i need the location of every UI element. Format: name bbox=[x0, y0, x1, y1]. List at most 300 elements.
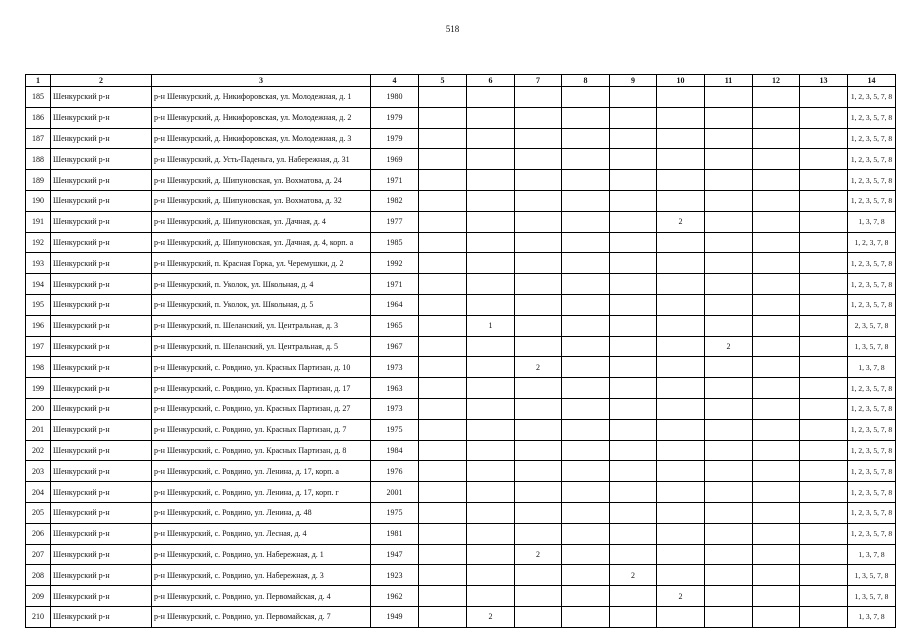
cell-col-13 bbox=[800, 294, 848, 315]
table-row bbox=[26, 336, 896, 357]
cell-col-1: 198 bbox=[26, 357, 51, 378]
cell-col-7 bbox=[515, 606, 562, 627]
cell-col-12 bbox=[753, 149, 800, 170]
cell-col-7 bbox=[515, 315, 562, 336]
cell-col-2: Шенкурский р-н bbox=[51, 419, 152, 440]
cell-col-5 bbox=[419, 190, 467, 211]
cell-col-11 bbox=[705, 586, 753, 607]
cell-col-5 bbox=[419, 128, 467, 149]
cell-col-1: 206 bbox=[26, 523, 51, 544]
cell-col-2: Шенкурский р-н bbox=[51, 544, 152, 565]
cell-col-6 bbox=[467, 87, 515, 108]
cell-col-1: 190 bbox=[26, 190, 51, 211]
cell-col-11 bbox=[705, 502, 753, 523]
column-header-11: 11 bbox=[705, 75, 753, 87]
cell-col-8 bbox=[562, 87, 610, 108]
cell-col-13 bbox=[800, 398, 848, 419]
cell-col-11 bbox=[705, 482, 753, 503]
cell-col-10 bbox=[657, 419, 705, 440]
cell-col-3: р-н Шенкурский, д. Никифоровская, ул. Молодежная, д. 1 bbox=[152, 87, 371, 108]
cell-col-1: 205 bbox=[26, 502, 51, 523]
cell-col-6 bbox=[467, 565, 515, 586]
cell-col-5 bbox=[419, 502, 467, 523]
cell-col-9 bbox=[610, 211, 657, 232]
cell-col-14: 1, 2, 3, 5, 7, 8 bbox=[848, 419, 896, 440]
cell-col-11 bbox=[705, 211, 753, 232]
cell-col-4: 1973 bbox=[371, 357, 419, 378]
cell-col-8 bbox=[562, 523, 610, 544]
cell-col-9 bbox=[610, 606, 657, 627]
cell-col-6 bbox=[467, 253, 515, 274]
cell-col-2: Шенкурский р-н bbox=[51, 128, 152, 149]
cell-col-1: 194 bbox=[26, 274, 51, 295]
column-header-14: 14 bbox=[848, 75, 896, 87]
cell-col-1: 197 bbox=[26, 336, 51, 357]
cell-col-3: р-н Шенкурский, п. Шеланский, ул. Центральная, д. 3 bbox=[152, 315, 371, 336]
table-row bbox=[26, 586, 896, 607]
cell-col-9 bbox=[610, 544, 657, 565]
cell-col-4: 1979 bbox=[371, 107, 419, 128]
cell-col-6 bbox=[467, 170, 515, 191]
cell-col-7 bbox=[515, 128, 562, 149]
cell-col-2: Шенкурский р-н bbox=[51, 440, 152, 461]
cell-col-3: р-н Шенкурский, д. Усть-Паденьга, ул. Набережная, д. 31 bbox=[152, 149, 371, 170]
cell-col-2: Шенкурский р-н bbox=[51, 378, 152, 399]
cell-col-5 bbox=[419, 107, 467, 128]
cell-col-12 bbox=[753, 107, 800, 128]
cell-col-4: 1973 bbox=[371, 398, 419, 419]
cell-col-5 bbox=[419, 378, 467, 399]
cell-col-12 bbox=[753, 211, 800, 232]
cell-col-5 bbox=[419, 294, 467, 315]
cell-col-9 bbox=[610, 107, 657, 128]
cell-col-3: р-н Шенкурский, с. Ровдино, ул. Первомайская, д. 7 bbox=[152, 606, 371, 627]
cell-col-3: р-н Шенкурский, с. Ровдино, ул. Ленина, д. 17, корп. а bbox=[152, 461, 371, 482]
cell-col-3: р-н Шенкурский, с. Ровдино, ул. Ленина, д. 17, корп. г bbox=[152, 482, 371, 503]
cell-col-14: 1, 2, 3, 5, 7, 8 bbox=[848, 378, 896, 399]
cell-col-11 bbox=[705, 419, 753, 440]
cell-col-11 bbox=[705, 107, 753, 128]
cell-col-9 bbox=[610, 170, 657, 191]
cell-col-5 bbox=[419, 211, 467, 232]
cell-col-12 bbox=[753, 523, 800, 544]
cell-col-13 bbox=[800, 128, 848, 149]
cell-col-2: Шенкурский р-н bbox=[51, 565, 152, 586]
cell-col-1: 187 bbox=[26, 128, 51, 149]
cell-col-13 bbox=[800, 190, 848, 211]
table-row bbox=[26, 544, 896, 565]
cell-col-4: 1975 bbox=[371, 502, 419, 523]
cell-col-6 bbox=[467, 149, 515, 170]
cell-col-6 bbox=[467, 440, 515, 461]
cell-col-12 bbox=[753, 170, 800, 191]
cell-col-13 bbox=[800, 440, 848, 461]
cell-col-4: 1979 bbox=[371, 128, 419, 149]
cell-col-8 bbox=[562, 565, 610, 586]
cell-col-3: р-н Шенкурский, с. Ровдино, ул. Красных Партизан, д. 8 bbox=[152, 440, 371, 461]
cell-col-6: 1 bbox=[467, 315, 515, 336]
cell-col-4: 1967 bbox=[371, 336, 419, 357]
cell-col-10 bbox=[657, 87, 705, 108]
cell-col-6 bbox=[467, 232, 515, 253]
cell-col-5 bbox=[419, 586, 467, 607]
cell-col-9 bbox=[610, 87, 657, 108]
cell-col-14: 1, 2, 3, 5, 7, 8 bbox=[848, 149, 896, 170]
cell-col-1: 185 bbox=[26, 87, 51, 108]
cell-col-1: 186 bbox=[26, 107, 51, 128]
cell-col-11 bbox=[705, 294, 753, 315]
cell-col-6 bbox=[467, 523, 515, 544]
table-row bbox=[26, 482, 896, 503]
cell-col-5 bbox=[419, 461, 467, 482]
cell-col-11 bbox=[705, 565, 753, 586]
cell-col-8 bbox=[562, 502, 610, 523]
cell-col-1: 203 bbox=[26, 461, 51, 482]
cell-col-14: 1, 2, 3, 5, 7, 8 bbox=[848, 128, 896, 149]
table-row bbox=[26, 523, 896, 544]
cell-col-8 bbox=[562, 398, 610, 419]
cell-col-11 bbox=[705, 128, 753, 149]
cell-col-9 bbox=[610, 336, 657, 357]
column-header-6: 6 bbox=[467, 75, 515, 87]
cell-col-7 bbox=[515, 190, 562, 211]
cell-col-11 bbox=[705, 190, 753, 211]
cell-col-12 bbox=[753, 128, 800, 149]
cell-col-1: 200 bbox=[26, 398, 51, 419]
cell-col-13 bbox=[800, 523, 848, 544]
table-row bbox=[26, 440, 896, 461]
cell-col-10 bbox=[657, 253, 705, 274]
cell-col-8 bbox=[562, 294, 610, 315]
cell-col-14: 2, 3, 5, 7, 8 bbox=[848, 315, 896, 336]
cell-col-11 bbox=[705, 544, 753, 565]
cell-col-6: 2 bbox=[467, 606, 515, 627]
cell-col-12 bbox=[753, 482, 800, 503]
cell-col-2: Шенкурский р-н bbox=[51, 149, 152, 170]
cell-col-2: Шенкурский р-н bbox=[51, 398, 152, 419]
cell-col-5 bbox=[419, 253, 467, 274]
cell-col-11 bbox=[705, 440, 753, 461]
cell-col-7 bbox=[515, 523, 562, 544]
cell-col-13 bbox=[800, 419, 848, 440]
cell-col-14: 1, 2, 3, 5, 7, 8 bbox=[848, 440, 896, 461]
cell-col-13 bbox=[800, 565, 848, 586]
cell-col-1: 189 bbox=[26, 170, 51, 191]
cell-col-9 bbox=[610, 523, 657, 544]
cell-col-13 bbox=[800, 170, 848, 191]
cell-col-9 bbox=[610, 315, 657, 336]
cell-col-12 bbox=[753, 606, 800, 627]
cell-col-8 bbox=[562, 606, 610, 627]
cell-col-1: 207 bbox=[26, 544, 51, 565]
cell-col-14: 1, 2, 3, 5, 7, 8 bbox=[848, 523, 896, 544]
cell-col-5 bbox=[419, 232, 467, 253]
cell-col-7: 2 bbox=[515, 357, 562, 378]
cell-col-12 bbox=[753, 565, 800, 586]
cell-col-11 bbox=[705, 87, 753, 108]
cell-col-10: 2 bbox=[657, 586, 705, 607]
column-header-7: 7 bbox=[515, 75, 562, 87]
cell-col-9 bbox=[610, 586, 657, 607]
cell-col-9: 2 bbox=[610, 565, 657, 586]
cell-col-7 bbox=[515, 87, 562, 108]
cell-col-2: Шенкурский р-н bbox=[51, 336, 152, 357]
cell-col-10 bbox=[657, 357, 705, 378]
table-row bbox=[26, 253, 896, 274]
cell-col-6 bbox=[467, 336, 515, 357]
cell-col-4: 1971 bbox=[371, 274, 419, 295]
table-row bbox=[26, 107, 896, 128]
cell-col-13 bbox=[800, 586, 848, 607]
cell-col-8 bbox=[562, 357, 610, 378]
cell-col-14: 1, 2, 3, 5, 7, 8 bbox=[848, 502, 896, 523]
cell-col-6 bbox=[467, 586, 515, 607]
cell-col-10 bbox=[657, 378, 705, 399]
cell-col-14: 1, 3, 5, 7, 8 bbox=[848, 336, 896, 357]
cell-col-11: 2 bbox=[705, 336, 753, 357]
cell-col-5 bbox=[419, 544, 467, 565]
cell-col-3: р-н Шенкурский, с. Ровдино, ул. Лесная, д. 4 bbox=[152, 523, 371, 544]
cell-col-1: 191 bbox=[26, 211, 51, 232]
cell-col-10 bbox=[657, 502, 705, 523]
cell-col-1: 195 bbox=[26, 294, 51, 315]
cell-col-5 bbox=[419, 336, 467, 357]
cell-col-5 bbox=[419, 565, 467, 586]
column-header-13: 13 bbox=[800, 75, 848, 87]
cell-col-3: р-н Шенкурский, п. Шеланский, ул. Центральная, д. 5 bbox=[152, 336, 371, 357]
cell-col-4: 1963 bbox=[371, 378, 419, 399]
cell-col-8 bbox=[562, 336, 610, 357]
cell-col-5 bbox=[419, 274, 467, 295]
cell-col-10 bbox=[657, 274, 705, 295]
column-header-10: 10 bbox=[657, 75, 705, 87]
cell-col-14: 1, 2, 3, 5, 7, 8 bbox=[848, 294, 896, 315]
cell-col-7: 2 bbox=[515, 544, 562, 565]
cell-col-7 bbox=[515, 232, 562, 253]
cell-col-12 bbox=[753, 461, 800, 482]
cell-col-13 bbox=[800, 357, 848, 378]
cell-col-8 bbox=[562, 274, 610, 295]
table-row bbox=[26, 565, 896, 586]
cell-col-3: р-н Шенкурский, д. Никифоровская, ул. Молодежная, д. 3 bbox=[152, 128, 371, 149]
cell-col-8 bbox=[562, 170, 610, 191]
cell-col-8 bbox=[562, 211, 610, 232]
cell-col-5 bbox=[419, 87, 467, 108]
cell-col-8 bbox=[562, 190, 610, 211]
cell-col-8 bbox=[562, 378, 610, 399]
cell-col-12 bbox=[753, 398, 800, 419]
cell-col-12 bbox=[753, 315, 800, 336]
cell-col-14: 1, 2, 3, 5, 7, 8 bbox=[848, 87, 896, 108]
cell-col-8 bbox=[562, 586, 610, 607]
cell-col-10 bbox=[657, 149, 705, 170]
cell-col-6 bbox=[467, 294, 515, 315]
cell-col-12 bbox=[753, 232, 800, 253]
cell-col-4: 1982 bbox=[371, 190, 419, 211]
cell-col-14: 1, 3, 5, 7, 8 bbox=[848, 586, 896, 607]
cell-col-14: 1, 2, 3, 5, 7, 8 bbox=[848, 190, 896, 211]
cell-col-10 bbox=[657, 440, 705, 461]
cell-col-5 bbox=[419, 149, 467, 170]
cell-col-7 bbox=[515, 149, 562, 170]
cell-col-4: 1949 bbox=[371, 606, 419, 627]
cell-col-10 bbox=[657, 190, 705, 211]
cell-col-10 bbox=[657, 232, 705, 253]
cell-col-11 bbox=[705, 398, 753, 419]
cell-col-9 bbox=[610, 419, 657, 440]
cell-col-7 bbox=[515, 274, 562, 295]
cell-col-12 bbox=[753, 544, 800, 565]
cell-col-4: 1964 bbox=[371, 294, 419, 315]
cell-col-9 bbox=[610, 149, 657, 170]
cell-col-3: р-н Шенкурский, д. Шипуновская, ул. Вохматова, д. 24 bbox=[152, 170, 371, 191]
cell-col-4: 1947 bbox=[371, 544, 419, 565]
cell-col-7 bbox=[515, 211, 562, 232]
cell-col-14: 1, 2, 3, 5, 7, 8 bbox=[848, 461, 896, 482]
cell-col-10 bbox=[657, 544, 705, 565]
cell-col-2: Шенкурский р-н bbox=[51, 315, 152, 336]
table-row bbox=[26, 419, 896, 440]
cell-col-5 bbox=[419, 357, 467, 378]
cell-col-9 bbox=[610, 378, 657, 399]
cell-col-2: Шенкурский р-н bbox=[51, 253, 152, 274]
cell-col-10 bbox=[657, 461, 705, 482]
cell-col-8 bbox=[562, 253, 610, 274]
cell-col-2: Шенкурский р-н bbox=[51, 482, 152, 503]
cell-col-9 bbox=[610, 502, 657, 523]
cell-col-12 bbox=[753, 586, 800, 607]
cell-col-8 bbox=[562, 461, 610, 482]
cell-col-8 bbox=[562, 440, 610, 461]
cell-col-4: 1984 bbox=[371, 440, 419, 461]
cell-col-5 bbox=[419, 482, 467, 503]
cell-col-3: р-н Шенкурский, с. Ровдино, ул. Набережная, д. 1 bbox=[152, 544, 371, 565]
cell-col-11 bbox=[705, 253, 753, 274]
cell-col-10 bbox=[657, 294, 705, 315]
cell-col-10 bbox=[657, 170, 705, 191]
cell-col-14: 1, 3, 7, 8 bbox=[848, 357, 896, 378]
cell-col-1: 188 bbox=[26, 149, 51, 170]
cell-col-4: 1962 bbox=[371, 586, 419, 607]
cell-col-7 bbox=[515, 461, 562, 482]
cell-col-14: 1, 2, 3, 5, 7, 8 bbox=[848, 274, 896, 295]
table-row bbox=[26, 294, 896, 315]
cell-col-14: 1, 2, 3, 5, 7, 8 bbox=[848, 170, 896, 191]
cell-col-2: Шенкурский р-н bbox=[51, 274, 152, 295]
cell-col-13 bbox=[800, 149, 848, 170]
cell-col-5 bbox=[419, 606, 467, 627]
cell-col-12 bbox=[753, 357, 800, 378]
cell-col-2: Шенкурский р-н bbox=[51, 523, 152, 544]
cell-col-12 bbox=[753, 87, 800, 108]
cell-col-9 bbox=[610, 294, 657, 315]
cell-col-13 bbox=[800, 482, 848, 503]
cell-col-13 bbox=[800, 87, 848, 108]
cell-col-14: 1, 2, 3, 5, 7, 8 bbox=[848, 253, 896, 274]
cell-col-4: 1975 bbox=[371, 419, 419, 440]
table-row bbox=[26, 357, 896, 378]
cell-col-4: 1971 bbox=[371, 170, 419, 191]
cell-col-12 bbox=[753, 190, 800, 211]
cell-col-3: р-н Шенкурский, с. Ровдино, ул. Красных Партизан, д. 17 bbox=[152, 378, 371, 399]
cell-col-8 bbox=[562, 544, 610, 565]
cell-col-3: р-н Шенкурский, с. Ровдино, ул. Ленина, д. 48 bbox=[152, 502, 371, 523]
cell-col-1: 192 bbox=[26, 232, 51, 253]
cell-col-5 bbox=[419, 440, 467, 461]
cell-col-2: Шенкурский р-н bbox=[51, 211, 152, 232]
cell-col-3: р-н Шенкурский, д. Никифоровская, ул. Молодежная, д. 2 bbox=[152, 107, 371, 128]
cell-col-9 bbox=[610, 461, 657, 482]
cell-col-7 bbox=[515, 482, 562, 503]
cell-col-6 bbox=[467, 378, 515, 399]
cell-col-14: 1, 3, 5, 7, 8 bbox=[848, 565, 896, 586]
cell-col-11 bbox=[705, 149, 753, 170]
cell-col-2: Шенкурский р-н bbox=[51, 461, 152, 482]
cell-col-10 bbox=[657, 482, 705, 503]
table-row bbox=[26, 606, 896, 627]
cell-col-8 bbox=[562, 107, 610, 128]
table-row bbox=[26, 211, 896, 232]
cell-col-9 bbox=[610, 253, 657, 274]
cell-col-1: 204 bbox=[26, 482, 51, 503]
cell-col-10 bbox=[657, 128, 705, 149]
cell-col-1: 210 bbox=[26, 606, 51, 627]
cell-col-4: 2001 bbox=[371, 482, 419, 503]
cell-col-13 bbox=[800, 461, 848, 482]
cell-col-12 bbox=[753, 274, 800, 295]
cell-col-2: Шенкурский р-н bbox=[51, 294, 152, 315]
cell-col-2: Шенкурский р-н bbox=[51, 87, 152, 108]
cell-col-13 bbox=[800, 544, 848, 565]
cell-col-3: р-н Шенкурский, с. Ровдино, ул. Красных Партизан, д. 27 bbox=[152, 398, 371, 419]
cell-col-14: 1, 2, 3, 5, 7, 8 bbox=[848, 482, 896, 503]
cell-col-10: 2 bbox=[657, 211, 705, 232]
cell-col-11 bbox=[705, 461, 753, 482]
cell-col-1: 208 bbox=[26, 565, 51, 586]
cell-col-6 bbox=[467, 544, 515, 565]
cell-col-9 bbox=[610, 232, 657, 253]
cell-col-8 bbox=[562, 315, 610, 336]
cell-col-2: Шенкурский р-н bbox=[51, 586, 152, 607]
cell-col-4: 1981 bbox=[371, 523, 419, 544]
cell-col-7 bbox=[515, 336, 562, 357]
cell-col-13 bbox=[800, 378, 848, 399]
cell-col-1: 201 bbox=[26, 419, 51, 440]
cell-col-13 bbox=[800, 315, 848, 336]
table-row bbox=[26, 461, 896, 482]
table-body bbox=[26, 87, 896, 628]
cell-col-5 bbox=[419, 523, 467, 544]
cell-col-6 bbox=[467, 482, 515, 503]
table-row bbox=[26, 128, 896, 149]
cell-col-9 bbox=[610, 398, 657, 419]
cell-col-3: р-н Шенкурский, п. Уколок, ул. Школьная, д. 5 bbox=[152, 294, 371, 315]
cell-col-7 bbox=[515, 253, 562, 274]
cell-col-8 bbox=[562, 128, 610, 149]
cell-col-2: Шенкурский р-н bbox=[51, 170, 152, 191]
table-header bbox=[26, 75, 896, 87]
table-row bbox=[26, 232, 896, 253]
cell-col-14: 1, 3, 7, 8 bbox=[848, 606, 896, 627]
cell-col-6 bbox=[467, 274, 515, 295]
cell-col-12 bbox=[753, 419, 800, 440]
cell-col-12 bbox=[753, 378, 800, 399]
column-header-2: 2 bbox=[51, 75, 152, 87]
cell-col-8 bbox=[562, 482, 610, 503]
cell-col-7 bbox=[515, 440, 562, 461]
cell-col-11 bbox=[705, 606, 753, 627]
cell-col-7 bbox=[515, 294, 562, 315]
